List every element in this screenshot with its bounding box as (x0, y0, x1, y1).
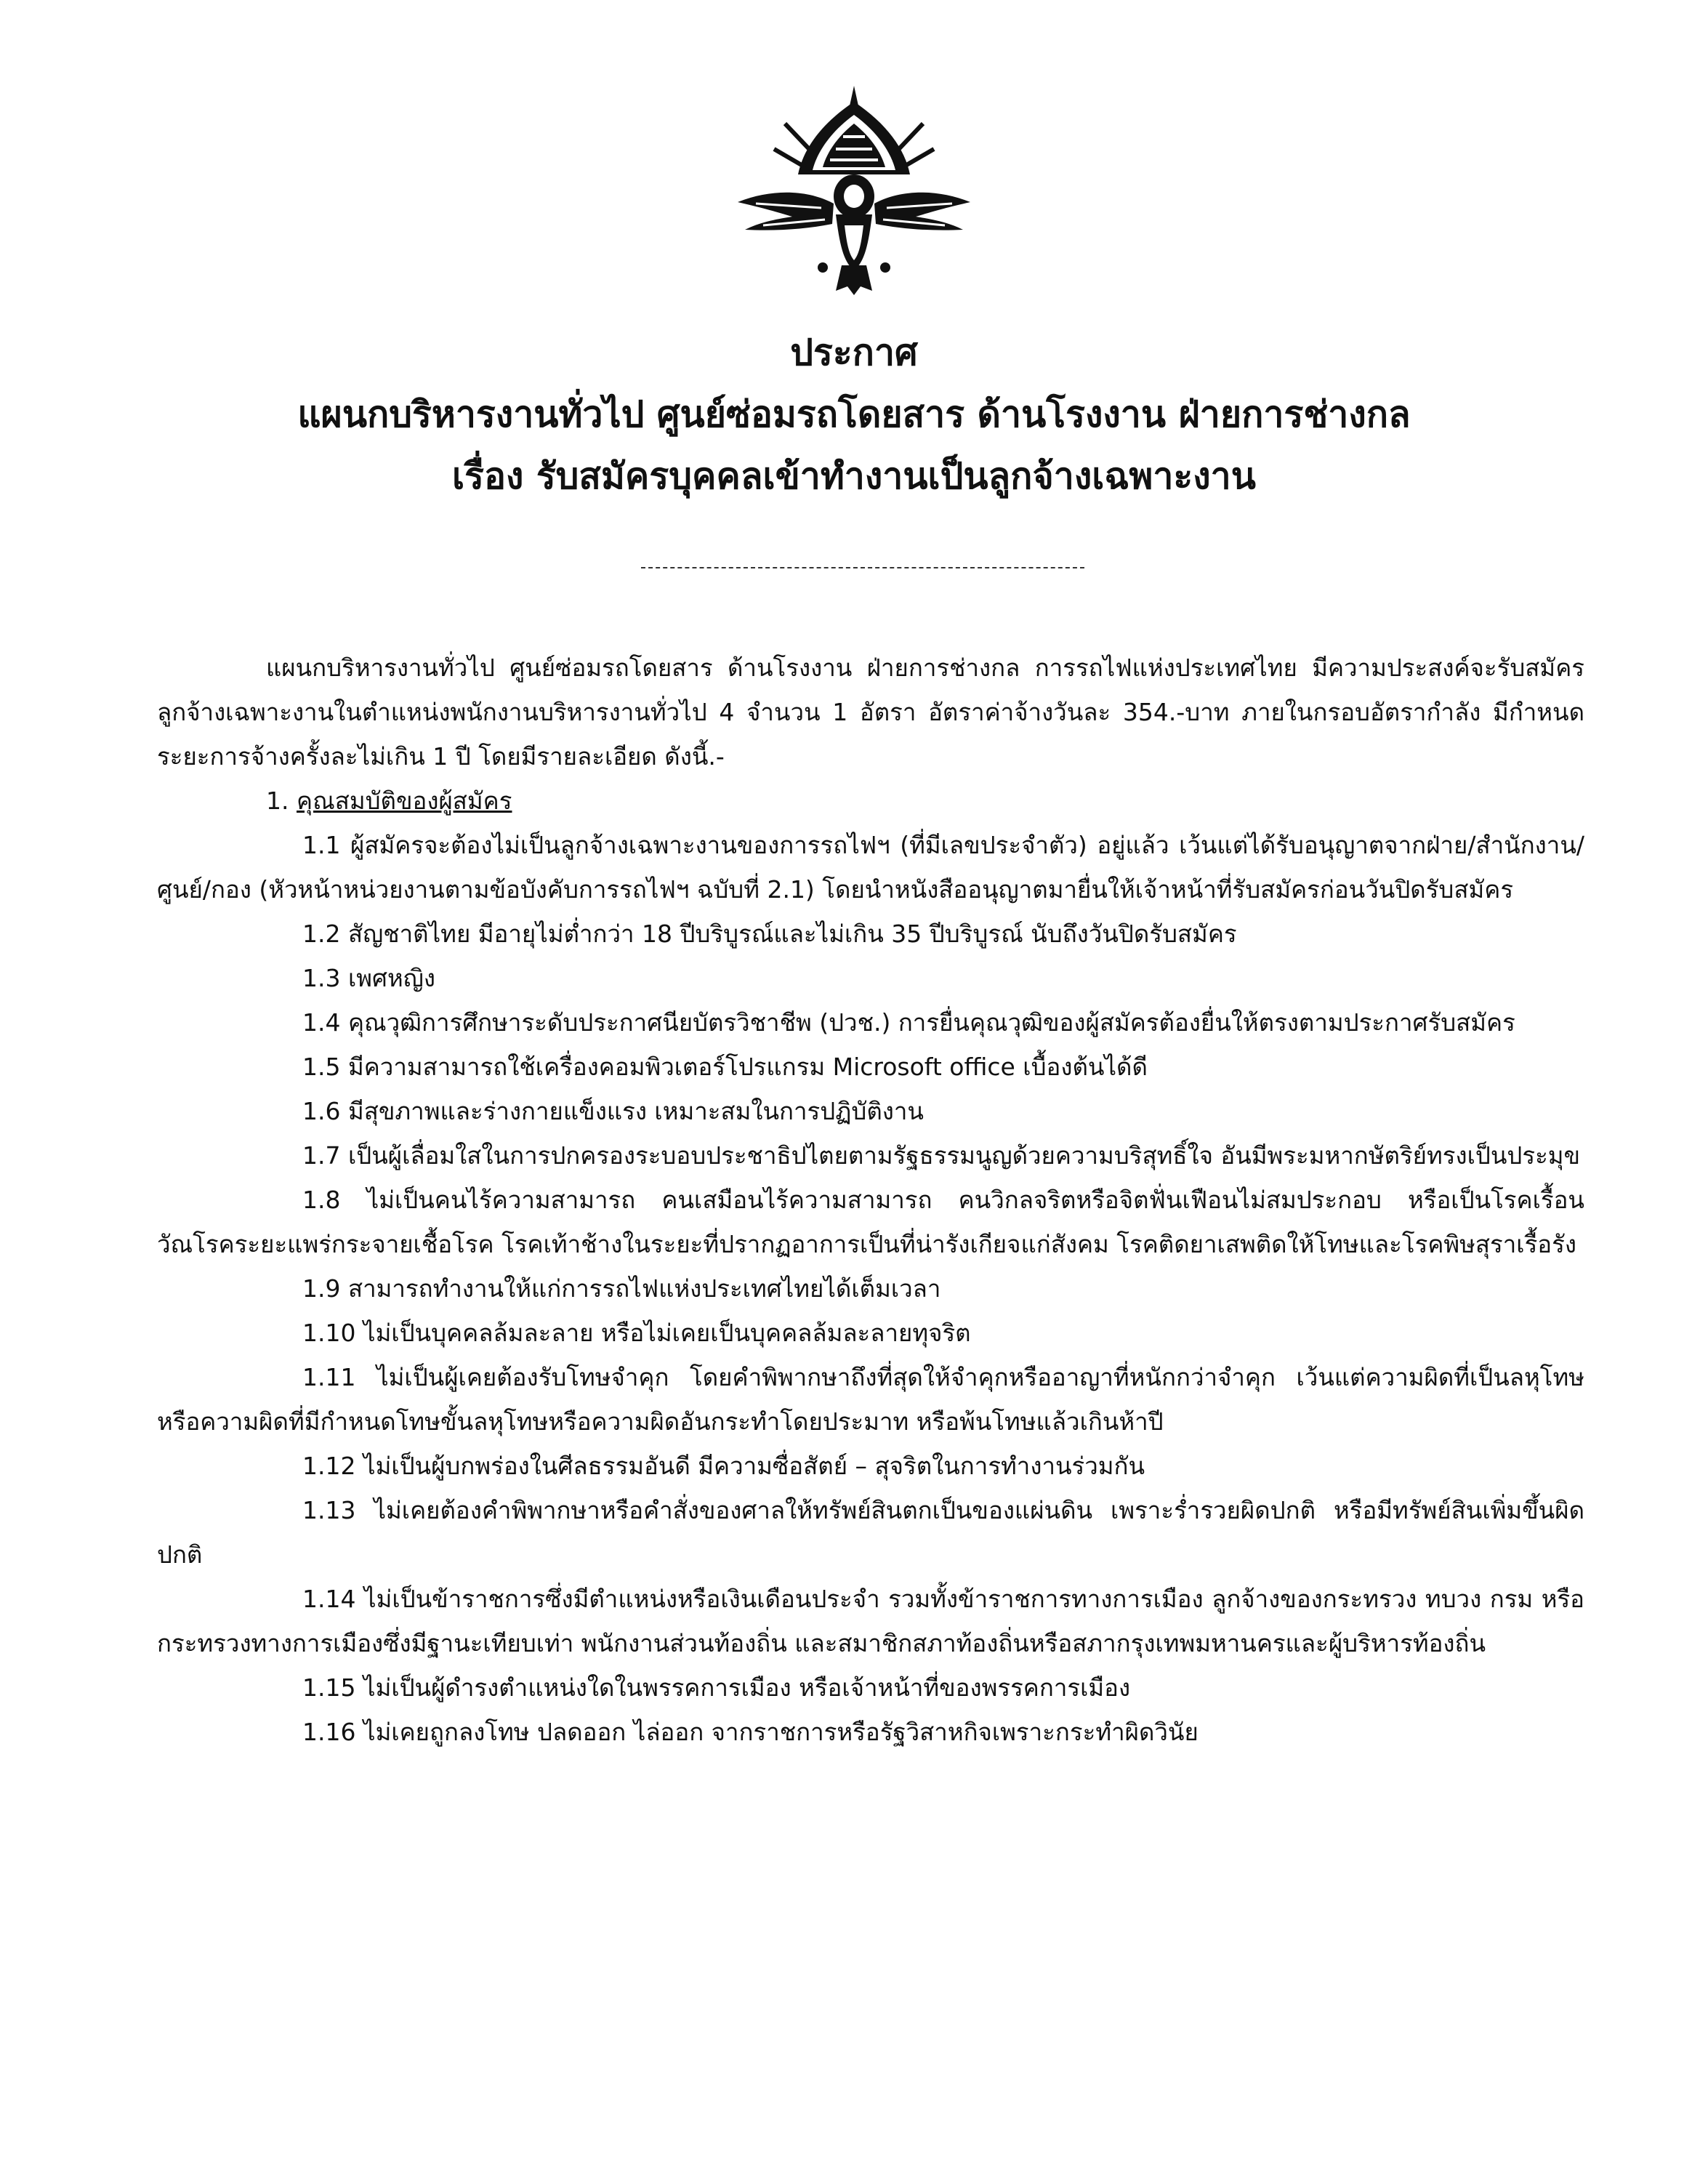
qualification-item: 1.15 ไม่เป็นผู้ดำรงตำแหน่งใดในพรรคการเมือง หรือเจ้าหน้าที่ของพรรคการเมือง (302, 1673, 1131, 1702)
qualification-item: 1.7 เป็นผู้เลื่อมใสในการปกครองระบอบประชาธิปไตยตามรัฐธรรมนูญด้วยความบริสุทธิ์ใจ อันมีพระมหากษัตริย์ทรงเป็นประมุข (302, 1141, 1581, 1170)
qualification-item: 1.8 ไม่เป็นคนไร้ความสามารถ คนเสมือนไร้ความสามารถ คนวิกลจริตหรือจิตฟั่นเฟือนไม่สมประกอบ หรือเป็นโรคเรื้อน วัณโรคระยะแพร่กระจายเชื้อโรค โรคเท้าช้างในระยะที่ปรากฏอาการเป็นที่น่ารังเกียจแก่สังคม โรคติดยาเสพติดให้โทษและโรคพิษสุราเรื้อรัง (157, 1186, 1584, 1258)
intro-paragraph: แผนกบริหารงานทั่วไป ศูนย์ซ่อมรถโดยสาร ด้านโรงงาน ฝ่ายการช่างกล การรถไฟแห่งประเทศไทย มีความประสงค์จะรับสมัครลูกจ้างเฉพาะงานในตำแหน่งพนักงานบริหารงานทั่วไป 4 จำนวน 1 อัตรา อัตราค่าจ้างวันละ 354.-บาท ภายในกรอบอัตรากำลัง มีกำหนดระยะการจ้างครั้งละไม่เกิน 1 ปี โดยมีรายละเอียด ดังนี้.- (157, 654, 1584, 771)
issuing-department: แผนกบริหารงานทั่วไป ศูนย์ซ่อมรถโดยสาร ด้านโรงงาน ฝ่ายการช่างกล (297, 393, 1411, 435)
section-title: คุณสมบัติของผู้สมัคร (297, 787, 512, 815)
qualification-item: 1.10 ไม่เป็นบุคคลล้มละลาย หรือไม่เคยเป็นบุคคลล้มละลายทุจริต (302, 1319, 971, 1347)
announcement-title: ประกาศ (790, 331, 918, 374)
qualification-item: 1.2 สัญชาติไทย มีอายุไม่ต่ำกว่า 18 ปีบริบูรณ์และไม่เกิน 35 ปีบริบูรณ์ นับถึงวันปิดรับสมัคร (302, 920, 1237, 948)
qualification-item: 1.5 มีความสามารถใช้เครื่องคอมพิวเตอร์โปรแกรม Microsoft office เบื้องต้นได้ดี (302, 1053, 1148, 1081)
qualification-item: 1.16 ไม่เคยถูกลงโทษ ปลดออก ไล่ออก จากราชการหรือรัฐวิสาหกิจเพราะกระทำผิดวินัย (302, 1718, 1199, 1746)
section-number: 1. (266, 787, 289, 815)
header-divider (641, 567, 1084, 568)
qualification-item: 1.12 ไม่เป็นผู้บกพร่องในศีลธรรมอันดี มีความซื่อสัตย์ – สุจริตในการทำงานร่วมกัน (302, 1452, 1145, 1480)
qualification-item: 1.11 ไม่เป็นผู้เคยต้องรับโทษจำคุก โดยคำพิพากษาถึงที่สุดให้จำคุกหรืออาญาที่หนักกว่าจำคุก เว้นแต่ความผิดที่เป็นลหุโทษ หรือความผิดที่มีกำหนดโทษขั้นลหุโทษหรือความผิดอันกระทำโดยประมาท หรือพ้นโทษแล้วเกินห้าปี (157, 1363, 1584, 1436)
section-heading (157, 779, 1584, 823)
qualification-item: 1.6 มีสุขภาพและร่างกายแข็งแรง เหมาะสมในการปฏิบัติงาน (302, 1097, 924, 1125)
qualification-item: 1.13 ไม่เคยต้องคำพิพากษาหรือคำสั่งของศาลให้ทรัพย์สินตกเป็นของแผ่นดิน เพราะร่ำรวยผิดปกติ หรือมีทรัพย์สินเพิ่มขึ้นผิดปกติ (157, 1496, 1584, 1569)
qualification-item: 1.1 ผู้สมัครจะต้องไม่เป็นลูกจ้างเฉพาะงานของการรถไฟฯ (ที่มีเลขประจำตัว) อยู่แล้ว เว้นแต่ได้รับอนุญาตจากฝ่าย/สำนักงาน/ศูนย์/กอง (หัวหน้าหน่วยงานตามข้อบังคับการรถไฟฯ ฉบับที่ 2.1) โดยนำหนังสืออนุญาตมายื่นให้เจ้าหน้าที่รับสมัครก่อนวันปิดรับสมัคร (157, 831, 1584, 904)
qualification-item: 1.3 เพศหญิง (302, 964, 435, 992)
announcement-body (157, 646, 1584, 1754)
qualification-item: 1.9 สามารถทำงานให้แก่การรถไฟแห่งประเทศไทยได้เต็มเวลา (302, 1274, 941, 1303)
garuda-emblem-icon (734, 80, 974, 298)
qualification-item: 1.14 ไม่เป็นข้าราชการซึ่งมีตำแหน่งหรือเงินเดือนประจำ รวมทั้งข้าราชการทางการเมือง ลูกจ้างของกระทรวง ทบวง กรม หรือกระทรวงทางการเมืองซึ่งมีฐานะเทียบเท่า พนักงานส่วนท้องถิ่น และสมาชิกสภาท้องถิ่นหรือสภากรุงเทพมหานครและผู้บริหารท้องถิ่น (157, 1585, 1584, 1657)
qualification-item: 1.4 คุณวุฒิการศึกษาระดับประกาศนียบัตรวิชาชีพ (ปวช.) การยื่นคุณวุฒิของผู้สมัครต้องยื่นให้ตรงตามประกาศรับสมัคร (302, 1008, 1515, 1037)
announcement-subject: เรื่อง รับสมัครบุคคลเข้าทำงานเป็นลูกจ้างเฉพาะงาน (452, 455, 1256, 497)
